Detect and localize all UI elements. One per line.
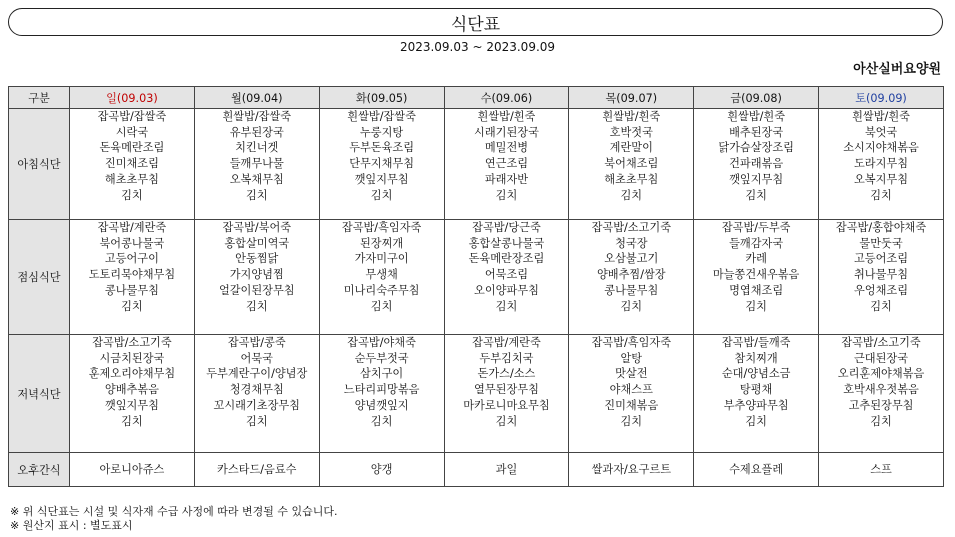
menu-item: 도토리묵야채무침 — [88, 268, 176, 282]
menu-cell — [819, 220, 944, 335]
menu-item: 진미채조림 — [104, 157, 159, 171]
menu-item: 홍합살콩나물국 — [468, 236, 545, 250]
menu-item: 잡곡밥/잡쌀죽 — [97, 110, 167, 123]
menu-item: 흰쌀밥/흰죽 — [727, 110, 786, 123]
menu-item: 김치 — [245, 414, 268, 428]
menu-item: 흰쌀밥/흰죽 — [602, 110, 661, 123]
menu-item: 카레 — [745, 252, 767, 266]
menu-item: 김치 — [870, 299, 892, 313]
menu-item: 청국장 — [615, 236, 648, 250]
menu-item: 오복채무침 — [229, 172, 284, 186]
menu-item: 흰쌀밥/잡쌀죽 — [222, 110, 292, 123]
menu-item: 순두부젓국 — [354, 351, 409, 365]
menu-item: 잡곡밥/들깨죽 — [721, 336, 791, 349]
menu-item: 흰쌀밥/흰죽 — [477, 110, 536, 123]
weekly-menu-table — [8, 86, 944, 487]
menu-cell — [70, 335, 195, 453]
menu-item: 시금치된장국 — [99, 351, 165, 365]
menu-item: 잡곡밥/야채죽 — [347, 336, 416, 349]
menu-item: 양념깻잎지 — [354, 398, 409, 412]
menu-cell — [319, 220, 444, 335]
menu-item: 고추된장무침 — [848, 398, 914, 412]
menu-item: 김치 — [370, 299, 393, 313]
menu-item: 북엇국 — [864, 125, 898, 139]
menu-item: 계란말이 — [609, 141, 653, 155]
menu-item: 어묵국 — [240, 351, 273, 365]
menu-item: 해초초무침 — [604, 172, 659, 186]
menu-item: 돈육메란조림 — [99, 141, 165, 155]
menu-item: 순대/양념소금 — [721, 367, 791, 381]
menu-item: 근대된장국 — [854, 351, 909, 365]
menu-item: 흰쌀밥/흰죽 — [852, 110, 910, 123]
header-day-wed: 수(09.06) — [444, 87, 569, 109]
menu-item: 호박젓국 — [609, 125, 653, 139]
snack-cell: 쌀과자/요구르트 — [569, 453, 694, 487]
snack-cell: 과일 — [444, 453, 569, 487]
menu-item: 열무된장무침 — [474, 383, 539, 397]
menu-item: 명엽채조림 — [729, 283, 784, 297]
menu-item: 연근조림 — [484, 157, 529, 171]
menu-item: 오삼불고기 — [604, 252, 659, 266]
menu-item: 메밀전병 — [484, 141, 529, 155]
menu-item: 삼치구이 — [359, 367, 404, 381]
menu-item: 참치찌개 — [734, 351, 778, 365]
date-range: 2023.09.03 ~ 2023.09.09 — [399, 40, 556, 54]
menu-title-box — [8, 8, 943, 36]
menu-item: 김치 — [745, 299, 767, 313]
menu-item: 잡곡밥/계란죽 — [472, 336, 541, 349]
menu-item: 파래자반 — [484, 172, 529, 186]
menu-item: 닭가슴살장조림 — [718, 141, 794, 155]
menu-item: 김치 — [870, 414, 892, 428]
menu-cell — [70, 109, 195, 220]
menu-item: 김치 — [370, 188, 393, 202]
header-corner: 구분 — [9, 87, 70, 109]
menu-item: 깻잎지무침 — [729, 172, 784, 186]
menu-item: 오리훈제야채볶음 — [837, 367, 925, 381]
menu-item: 해초초무침 — [104, 172, 159, 186]
menu-item: 어묵조림 — [484, 268, 529, 282]
snack-cell: 수제요플레 — [694, 453, 819, 487]
menu-item: 잡곡밥/콩죽 — [227, 336, 286, 349]
menu-cell — [694, 335, 819, 453]
snack-cell: 아로니아쥬스 — [70, 453, 195, 487]
menu-item: 가지양념찜 — [229, 268, 284, 282]
menu-item: 잡곡밥/소고기죽 — [841, 336, 921, 349]
header-row — [9, 87, 944, 109]
menu-item: 김치 — [121, 414, 143, 428]
menu-item: 잡곡밥/흑임자죽 — [341, 221, 422, 234]
menu-cell — [819, 109, 944, 220]
menu-cell — [319, 335, 444, 453]
meal-row — [9, 109, 944, 220]
menu-item: 콩나물무침 — [604, 283, 659, 297]
menu-item: 콩나물무침 — [104, 283, 159, 297]
menu-item: 배추된장국 — [729, 125, 784, 139]
menu-item: 김치 — [745, 414, 767, 428]
menu-item: 청경채무침 — [229, 383, 284, 397]
menu-item: 두부돈육조림 — [349, 141, 415, 155]
menu-cell — [444, 335, 569, 453]
menu-item: 맛살전 — [615, 367, 648, 381]
menu-item: 북어채조림 — [604, 157, 659, 171]
footnote: ※ 위 식단표는 시설 및 식자재 수급 사정에 따라 변경될 수 있습니다. — [10, 505, 338, 518]
menu-item: 김치 — [370, 414, 393, 428]
snack-cell: 카스타드/음료수 — [194, 453, 319, 487]
menu-item: 오이양파무침 — [474, 283, 539, 297]
menu-item: 잡곡밥/두부죽 — [721, 221, 791, 234]
menu-item: 잡곡밥/소고기죽 — [92, 336, 172, 349]
snack-label: 오후간식 — [9, 453, 70, 487]
menu-item: 시락국 — [115, 125, 149, 139]
menu-item: 김치 — [620, 299, 643, 313]
menu-item: 누룽지탕 — [359, 125, 404, 139]
header-day-sat: 토(09.09) — [819, 87, 944, 109]
meal-row — [9, 335, 944, 453]
menu-cell — [194, 335, 319, 453]
header-day-sun: 일(09.03) — [70, 87, 195, 109]
menu-item: 꼬시래기초장무침 — [213, 398, 300, 412]
organization-name: 아산실버요양원 — [853, 62, 941, 77]
menu-item: 김치 — [620, 188, 643, 202]
meal-label: 점심식단 — [9, 220, 70, 335]
menu-item: 마카로니마요무침 — [463, 398, 550, 412]
menu-item: 잡곡밥/당근죽 — [472, 221, 541, 234]
menu-item: 북어콩나물국 — [99, 236, 165, 250]
header-day-thu: 목(09.07) — [569, 87, 694, 109]
footnotes — [10, 505, 337, 533]
menu-cell — [694, 109, 819, 220]
menu-item: 김치 — [620, 414, 643, 428]
menu-item: 양배추볶음 — [104, 383, 159, 397]
header-day-fri: 금(09.08) — [694, 87, 819, 109]
header-day-tue: 화(09.05) — [319, 87, 444, 109]
menu-cell — [694, 220, 819, 335]
menu-item: 김치 — [121, 188, 143, 202]
menu-item: 김치 — [245, 299, 268, 313]
menu-item: 깻잎지무침 — [354, 172, 409, 186]
menu-item: 김치 — [495, 188, 518, 202]
menu-item: 두부김치국 — [479, 351, 534, 365]
menu-item: 안동찜닭 — [235, 252, 279, 266]
menu-cell — [569, 335, 694, 453]
menu-item: 건파래볶음 — [729, 157, 784, 171]
menu-item: 훈제오리야채무침 — [88, 367, 176, 381]
menu-item: 들깨무나물 — [229, 157, 284, 171]
menu-item: 취나물무침 — [854, 268, 909, 282]
menu-cell — [319, 109, 444, 220]
menu-item: 알탕 — [620, 351, 643, 365]
menu-item: 호박새우젓볶음 — [843, 383, 919, 397]
menu-item: 치킨너겟 — [235, 141, 279, 155]
menu-item: 흰쌀밥/잡쌀죽 — [347, 110, 416, 123]
snack-cell: 양갱 — [319, 453, 444, 487]
menu-item: 물만둣국 — [859, 236, 903, 250]
menu-item: 잡곡밥/계란죽 — [97, 221, 167, 234]
menu-item: 잡곡밥/홍합야채죽 — [835, 221, 927, 234]
menu-item: 단무지채무침 — [349, 157, 415, 171]
menu-cell — [569, 220, 694, 335]
meal-row — [9, 220, 944, 335]
menu-item: 고등어구이 — [104, 252, 159, 266]
snack-cell: 스프 — [819, 453, 944, 487]
menu-item: 오복지무침 — [854, 172, 909, 186]
menu-cell — [194, 220, 319, 335]
menu-item: 유부된장국 — [229, 125, 284, 139]
menu-item: 돈가스/소스 — [477, 367, 536, 381]
menu-item: 김치 — [870, 188, 892, 202]
footnote: ※ 원산지 표시 : 별도표시 — [10, 519, 133, 532]
menu-item: 돈육메란장조림 — [468, 252, 545, 266]
menu-item: 김치 — [121, 299, 143, 313]
menu-item: 부추양파무침 — [723, 398, 789, 412]
menu-item: 잡곡밥/북어죽 — [222, 221, 292, 234]
snack-row — [9, 453, 944, 487]
menu-item: 김치 — [745, 188, 767, 202]
menu-item: 잡곡밥/소고기죽 — [591, 221, 671, 234]
menu-cell — [819, 335, 944, 453]
menu-item: 양배추찜/쌈장 — [596, 268, 666, 282]
menu-item: 도라지무침 — [854, 157, 909, 171]
header-day-mon: 월(09.04) — [194, 87, 319, 109]
menu-cell — [444, 109, 569, 220]
page-title: 식단표 — [450, 14, 501, 35]
meal-label: 저녁식단 — [9, 335, 70, 453]
menu-cell — [70, 220, 195, 335]
menu-item: 홍합살미역국 — [224, 236, 290, 250]
menu-item: 마늘쫑건새우볶음 — [712, 268, 800, 282]
menu-item: 느타리피망볶음 — [343, 383, 420, 397]
menu-item: 야채스프 — [609, 383, 653, 397]
menu-item: 탕평채 — [739, 383, 773, 397]
menu-item: 가자미구이 — [354, 252, 409, 266]
menu-item: 김치 — [495, 414, 518, 428]
menu-item: 진미채볶음 — [604, 398, 659, 412]
menu-cell — [444, 220, 569, 335]
menu-cell — [194, 109, 319, 220]
menu-item: 두부계란구이/양념장 — [206, 367, 308, 381]
menu-cell — [569, 109, 694, 220]
menu-item: 잡곡밥/흑임자죽 — [591, 336, 671, 349]
menu-item: 무생채 — [365, 268, 398, 282]
menu-item: 얼갈이된장무침 — [218, 283, 295, 297]
menu-item: 시래기된장국 — [474, 125, 539, 139]
menu-item: 된장찌개 — [359, 236, 404, 250]
menu-item: 소시지야채볶음 — [843, 141, 919, 155]
menu-item: 김치 — [495, 299, 518, 313]
menu-item: 고등어조림 — [854, 252, 909, 266]
menu-item: 김치 — [245, 188, 268, 202]
menu-item: 깻잎지무침 — [104, 398, 159, 412]
meal-label: 아침식단 — [9, 109, 70, 220]
menu-item: 우엉채조림 — [854, 283, 909, 297]
menu-item: 미나리숙주무침 — [343, 283, 420, 297]
menu-item: 들깨감자국 — [729, 236, 784, 250]
